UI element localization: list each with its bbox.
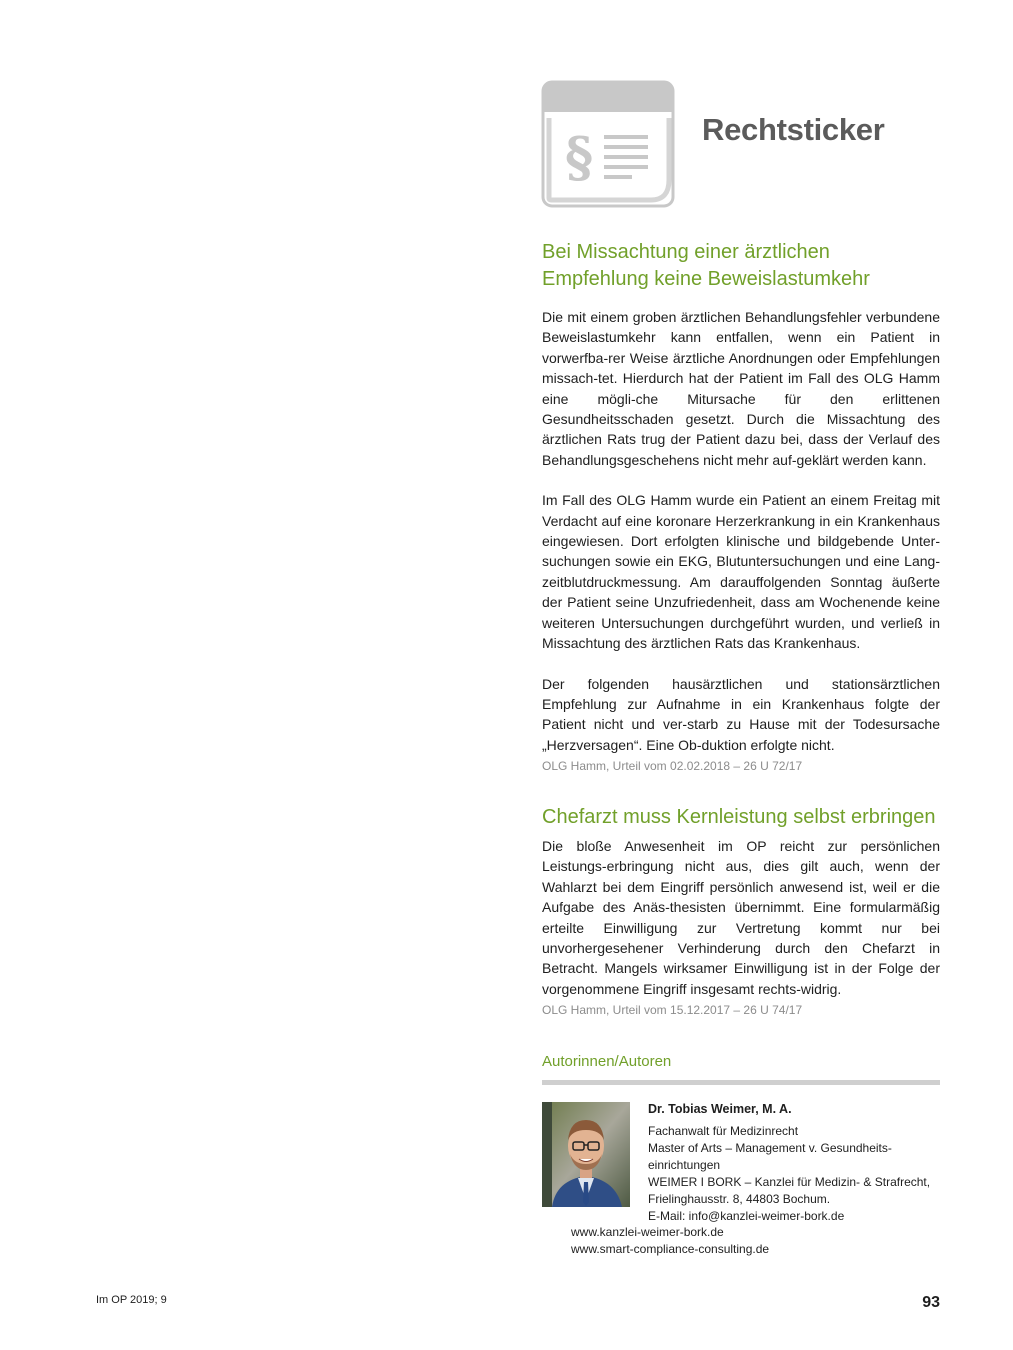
article-1-citation: OLG Hamm, Urteil vom 02.02.2018 – 26 U 72/17 (542, 759, 803, 774)
article-1-paragraph-1: Die mit einem groben ärztlichen Behandlungsfehler verbundene Beweislastumkehr kann entfallen, wenn ein Patient in vorwerfba-rer Weise ärztliche Anordnungen oder Empfehlungen missach-tet. Hierdurch hat der Patient im Fall des OLG Hamm eine mögli-che Mitursache für den erlittenen Gesundheitsschaden gesetzt. Durch die Missachtung des ärztlichen Rats trug der Patient dazu bei, dass der Verlauf des Behandlungsgeschehens nicht mehr auf-geklärt werden kann. (542, 309, 940, 468)
website-link[interactable]: www.kanzlei-weimer-bork.de (571, 1225, 724, 1239)
author-detail-line: einrichtungen (648, 1158, 721, 1172)
divider (542, 1080, 940, 1085)
website-link[interactable]: www.smart-compliance-consulting.de (571, 1242, 770, 1256)
article-1-paragraph-2: Im Fall des OLG Hamm wurde ein Patient an einem Freitag mit Verdacht auf eine koronare Herzerkrankung in ein Krankenhaus eingewiesen. Dort erfolgten klinische und bildgebende Unter-suchungen sowie ein EKG, Blutuntersuchungen und eine Lang-zeitblutdruckmessung. Am darauffolgenden Sonntag äußerte der Patient seine Unzufriedenheit, dass am Wochenende keine weiteren Untersuchungen durchgeführt wurden, und verließ in Missachtung des ärztlichen Rats das Krankenhaus. (542, 492, 940, 652)
headline-line: Empfehlung keine Beweislastumkehr (542, 268, 870, 290)
section-title: Rechtsticker (702, 112, 885, 147)
article-1 (542, 239, 940, 774)
author-detail-line: Frielinghausstr. 8, 44803 Bochum. (648, 1192, 831, 1206)
author-email[interactable]: E-Mail: info@kanzlei-weimer-bork.de (648, 1209, 845, 1223)
headline-line: Chefarzt muss Kernleistung selbst erbringen (542, 806, 936, 828)
article-1-paragraph-3: Der folgenden hausärztlichen und stationsärztlichen Empfehlung zur Aufnahme in ein Krankenhaus folgte der Patient nicht und ver-starb zu Hause mit der Todesursache „Herzversagen“. Eine Ob-duktion erfolgte nicht. (542, 675, 940, 753)
authors-heading: Autorinnen/Autoren (542, 1053, 672, 1070)
author-photo (542, 1102, 630, 1207)
paragraph-document-icon (541, 80, 675, 208)
author-info (648, 1101, 940, 1225)
journal-reference: Im OP 2019; 9 (96, 1294, 167, 1306)
article-2-paragraph-1: Die bloße Anwesenheit im OP reicht zur persönlichen Leistungs-erbringung nicht aus, dies gilt auch, wenn der Wahlarzt bei dem Eingriff persönlich anwesend ist, weil er die Aufgabe des Anäs-thesisten übernimmt. Eine formularmäßig erteilte Einwilligung zur Vertretung kommt nur bei unvorhergesehener Verhinderung durch den Chefarzt in Betracht. Mangels wirksamer Einwilligung ist in der Folge der vorgenommene Eingriff insgesamt rechts-widrig. (542, 838, 940, 997)
author-name: Dr. Tobias Weimer, M. A. (648, 1102, 792, 1116)
page-number: 93 (922, 1294, 940, 1311)
author-detail-line: WEIMER I BORK – Kanzlei für Medizin- & Strafrecht, (648, 1175, 931, 1189)
article-2 (542, 804, 940, 1018)
article-2-headline (542, 804, 940, 831)
headline-line: Bei Missachtung einer ärztlichen (542, 241, 830, 263)
author-detail-line: Master of Arts – Management v. Gesundheits- (648, 1141, 892, 1155)
author-detail-line: Fachanwalt für Medizinrecht (648, 1124, 799, 1138)
svg-text:§: § (565, 125, 594, 189)
article-1-headline (542, 239, 940, 293)
article-2-citation: OLG Hamm, Urteil vom 15.12.2017 – 26 U 74/17 (542, 1003, 803, 1018)
